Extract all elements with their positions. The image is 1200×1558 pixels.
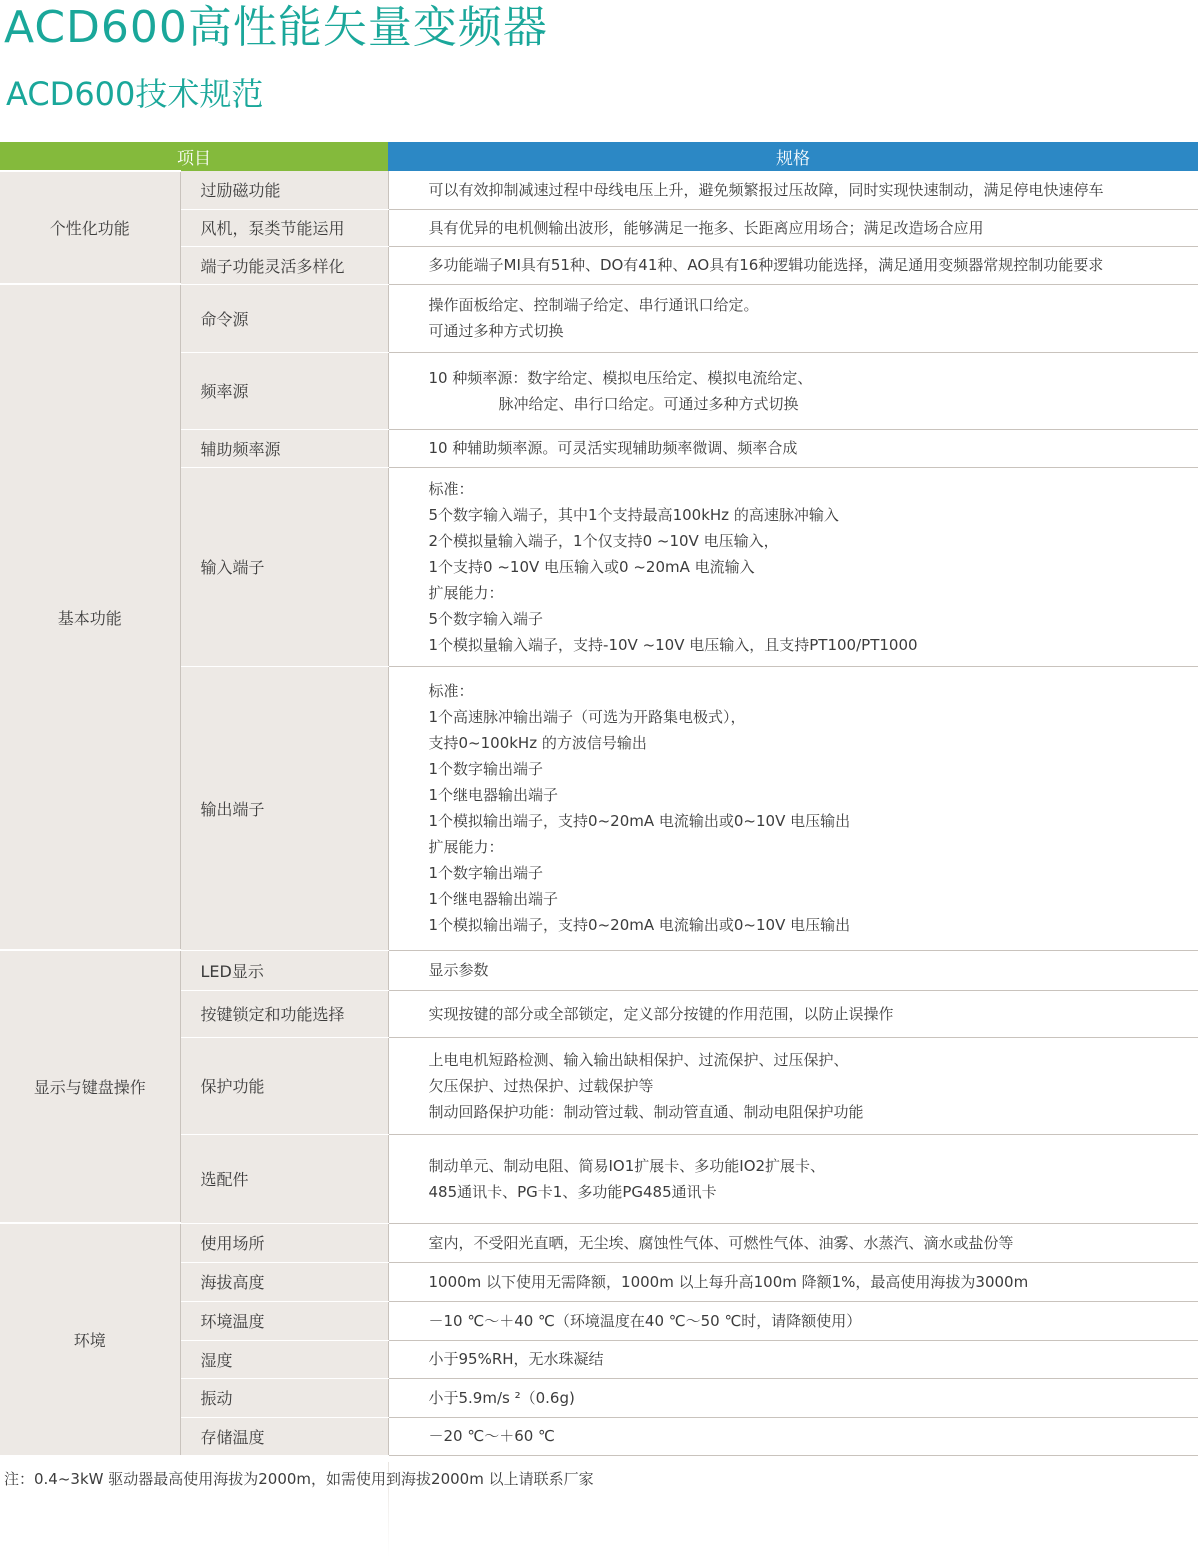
table-row [0,1340,1198,1378]
spec-line: 小于5.9m/s ²（0.6g) [428,1388,575,1407]
item-cell: 频率源 [180,352,388,429]
table-group [0,284,1198,950]
item-cell: 输出端子 [180,666,388,950]
spec-cell [388,246,1198,284]
spec-line: 1个模拟输出端子，支持0~20mA 电流输出或0~10V 电压输出 [428,812,851,830]
table-row [0,950,1198,990]
spec-line: 小于95%RH，无水珠凝结 [428,1350,604,1368]
spec-line: 1个数字输出端子 [428,864,544,882]
table-row [0,1134,1198,1223]
category-cell: 环境 [0,1223,180,1455]
table-group [0,171,1198,284]
table-row [0,1301,1198,1340]
spec-line: 欠压保护、过热保护、过载保护等 [428,1076,654,1095]
spec-cell [388,950,1198,990]
table-row [0,990,1198,1037]
spec-line: 标准： [428,479,474,498]
spec-cell [388,1378,1198,1417]
item-cell: 海拔高度 [180,1262,388,1301]
item-cell: 端子功能灵活多样化 [180,246,388,284]
item-cell: 环境温度 [180,1301,388,1340]
header-item: 项目 [0,142,388,171]
table-row [0,666,1198,950]
spec-cell [388,352,1198,429]
item-cell: 过励磁功能 [180,171,388,209]
spec-cell [388,1340,1198,1378]
spec-line: 上电电机短路检测、输入输出缺相保护、过流保护、过压保护、 [428,1050,849,1069]
spec-line: 2个模拟量输入端子，1个仅支持0 ~10V 电压输入， [428,531,779,550]
spec-cell [388,1262,1198,1301]
table-row [0,284,1198,352]
spec-line: 10 种频率源：数字给定、模拟电压给定、模拟电流给定、 [428,368,813,387]
header-spec: 规格 [388,142,1198,171]
item-cell: 风机，泵类节能运用 [180,209,388,246]
table-row [0,429,1198,467]
spec-cell [388,429,1198,467]
spec-cell [388,209,1198,246]
spec-line: 485通讯卡、PG卡1、多功能PG485通讯卡 [428,1182,717,1201]
spec-line: 实现按键的部分或全部锁定，定义部分按键的作用范围，以防止误操作 [428,1004,894,1023]
item-cell: 存储温度 [180,1417,388,1455]
table-row [0,209,1198,246]
table-row [0,352,1198,429]
spec-cell [388,284,1198,352]
table-header-row [0,142,1198,171]
footnote: 注：0.4~3kW 驱动器最高使用海拔为2000m，如需使用到海拔2000m 以上请联系厂家 [4,1470,594,1488]
spec-line: 可以有效抑制减速过程中母线电压上升，避免频繁报过压故障，同时实现快速制动，满足停电快速停车 [428,180,1104,199]
table-group [0,950,1198,1223]
spec-line: 可通过多种方式切换 [428,322,564,340]
spec-line: 5个数字输入端子 [428,609,544,628]
spec-line: 1个模拟量输入端子，支持-10V ~10V 电压输入，且支持PT100/PT1000 [428,635,918,654]
spec-line: 1个数字输出端子 [428,760,544,778]
spec-line: 1个继电器输出端子 [428,786,559,804]
table-row [0,1223,1198,1262]
item-cell: 使用场所 [180,1223,388,1262]
item-cell: LED显示 [180,950,388,990]
spec-line: 制动单元、制动电阻、简易IO1扩展卡、多功能IO2扩展卡、 [428,1156,826,1175]
spec-line: 室内，不受阳光直晒，无尘埃、腐蚀性气体、可燃性气体、油雾、水蒸汽、滴水或盐份等 [428,1233,1014,1252]
spec-line: 操作面板给定、控制端子给定、串行通讯口给定。 [428,296,759,314]
spec-cell [388,467,1198,666]
table-row [0,1037,1198,1134]
spec-cell [388,1037,1198,1134]
spec-line: 10 种辅助频率源。可灵活实现辅助频率微调、频率合成 [428,439,798,457]
spec-line: 具有优异的电机侧输出波形，能够满足一拖多、长距离应用场合；满足改造场合应用 [428,218,984,237]
spec-line: 显示参数 [428,961,489,979]
table-row [0,467,1198,666]
table-row [0,246,1198,284]
item-cell: 命令源 [180,284,388,352]
category-cell: 基本功能 [0,284,180,950]
page-title: ACD600高性能矢量变频器 [4,2,548,53]
spec-cell [388,1417,1198,1455]
item-cell: 湿度 [180,1340,388,1378]
category-cell: 显示与键盘操作 [0,950,180,1223]
category-cell: 个性化功能 [0,171,180,284]
item-cell: 辅助频率源 [180,429,388,467]
spec-line: 脉冲给定、串行口给定。可通过多种方式切换 [498,394,799,413]
spec-table [0,142,1198,1456]
item-cell: 保护功能 [180,1037,388,1134]
page-subtitle: ACD600技术规范 [6,75,264,113]
item-cell: 振动 [180,1378,388,1417]
item-cell: 输入端子 [180,467,388,666]
spec-line: －10 ℃～＋40 ℃（环境温度在40 ℃～50 ℃时，请降额使用） [428,1311,862,1330]
spec-line: 扩展能力： [428,583,504,602]
spec-line: 1个继电器输出端子 [428,890,559,908]
spec-cell [388,990,1198,1037]
spec-line: 5个数字输入端子，其中1个支持最高100kHz 的高速脉冲输入 [428,505,839,524]
spec-line: 1个高速脉冲输出端子（可选为开路集电极式）， [428,708,746,726]
item-cell: 选配件 [180,1134,388,1223]
spec-line: 支持0~100kHz 的方波信号输出 [428,734,647,752]
spec-line: 扩展能力： [428,838,504,856]
spec-cell [388,1301,1198,1340]
table-row [0,1262,1198,1301]
table-row [0,171,1198,209]
item-cell: 按键锁定和功能选择 [180,990,388,1037]
spec-line: 1个模拟输出端子，支持0~20mA 电流输出或0~10V 电压输出 [428,916,851,934]
spec-cell [388,1134,1198,1223]
table-row [0,1378,1198,1417]
spec-cell [388,1223,1198,1262]
table-row [0,1417,1198,1455]
spec-line: －20 ℃～＋60 ℃ [428,1427,555,1445]
spec-cell [388,666,1198,950]
spec-line: 1个支持0 ~10V 电压输入或0 ~20mA 电流输入 [428,557,755,576]
table-group [0,1223,1198,1455]
spec-line: 制动回路保护功能：制动管过载、制动管直通、制动电阻保护功能 [428,1102,864,1121]
spec-line: 多功能端子MI具有51种、DO有41种、AO具有16种逻辑功能选择，满足通用变频器常规控制功能要求 [428,256,1104,274]
spec-line: 1000m 以下使用无需降额，1000m 以上每升高100m 降额1%，最高使用海拔为3000m [428,1272,1029,1291]
spec-cell [388,171,1198,209]
spec-line: 标准： [428,682,474,700]
